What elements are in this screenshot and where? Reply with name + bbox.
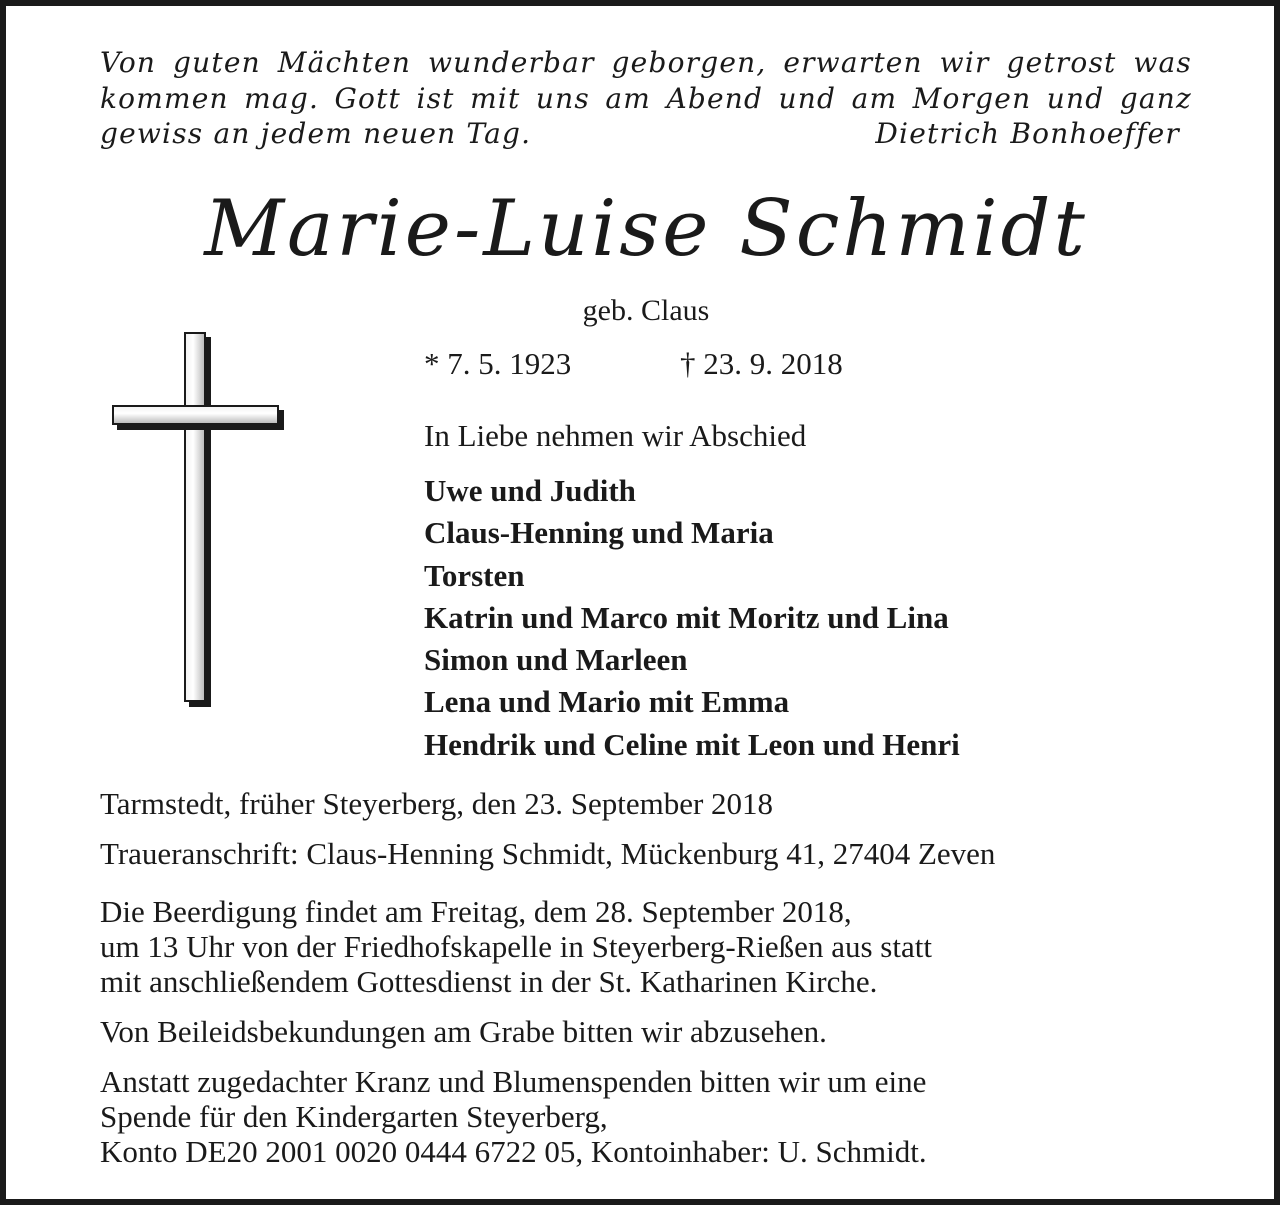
quote-line-1: Von guten Mächten wunderbar geborgen, erwarten wir getrost was [100, 46, 1192, 79]
donation-line-2: Spende für den Kindergarten Steyerberg, [100, 1099, 608, 1134]
mourner-7: Hendrik und Celine mit Leon und Henri [424, 727, 960, 762]
donation-line-3: Konto DE20 2001 0020 0444 6722 05, Kontoinhaber: U. Schmidt. [100, 1134, 927, 1169]
donation-line-1: Anstatt zugedachter Kranz und Blumenspenden bitten wir um eine [100, 1064, 927, 1099]
mourner-2: Claus-Henning und Maria [424, 515, 774, 550]
mourner-6: Lena und Mario mit Emma [424, 684, 790, 719]
funeral-line-3: mit anschließendem Gottesdienst in der St. Katharinen Kirche. [100, 964, 878, 999]
condolence-note: Von Beileidsbekundungen am Grabe bitten wir abzusehen. [100, 1014, 827, 1049]
mourning-address: Traueranschrift: Claus-Henning Schmidt, Mückenburg 41, 27404 Zeven [100, 836, 996, 871]
maiden-name: geb. Claus [582, 294, 710, 327]
quote-line-2: kommen mag. Gott ist mit uns am Abend und am Morgen und ganz [100, 82, 1192, 115]
mourner-1: Uwe und Judith [424, 473, 636, 508]
cross-icon [184, 332, 206, 702]
quote-line-3: gewiss an jedem neuen Tag. [100, 117, 532, 150]
mourner-4: Katrin und Marco mit Moritz und Lina [424, 600, 949, 635]
birth-date: * 7. 5. 1923 [424, 346, 572, 381]
death-date: † 23. 9. 2018 [680, 346, 843, 381]
mourner-5: Simon und Marleen [424, 642, 688, 677]
farewell-text: In Liebe nehmen wir Abschied [424, 418, 807, 453]
funeral-line-1: Die Beerdigung findet am Freitag, dem 28. September 2018, [100, 894, 852, 929]
deceased-name: Marie-Luise Schmidt [204, 184, 1088, 274]
quote-author: Dietrich Bonhoeffer [875, 117, 1180, 150]
mourner-3: Torsten [424, 558, 525, 593]
cross-bar [112, 405, 279, 425]
place-date: Tarmstedt, früher Steyerberg, den 23. September 2018 [100, 786, 774, 821]
funeral-line-2: um 13 Uhr von der Friedhofskapelle in Steyerberg-Rießen aus statt [100, 929, 932, 964]
